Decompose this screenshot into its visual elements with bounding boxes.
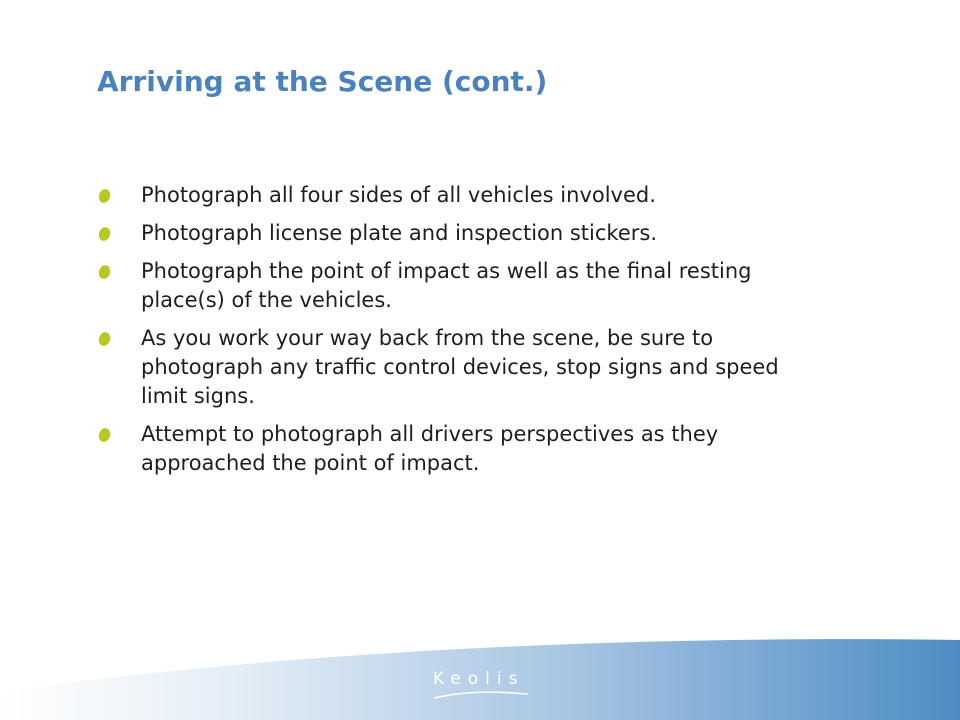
bullet-dot-icon bbox=[97, 188, 112, 205]
bullet-item bbox=[96, 324, 816, 411]
bullet-text: Attempt to photograph all drivers perspectives as they approached the point of impact. bbox=[141, 422, 719, 475]
slide-title: Arriving at the Scene (cont.) bbox=[97, 65, 548, 98]
bullet-text: Photograph the point of impact as well as the final resting place(s) of the vehicles. bbox=[141, 259, 752, 312]
bullet-item bbox=[96, 181, 816, 210]
bullet-item bbox=[96, 420, 816, 478]
bullet-item bbox=[96, 257, 816, 315]
logo-text: Keolis bbox=[433, 669, 525, 689]
bullet-text: Photograph all four sides of all vehicles involved. bbox=[141, 183, 656, 207]
logo-swoosh-icon bbox=[433, 690, 529, 702]
bullet-text: Photograph license plate and inspection stickers. bbox=[141, 221, 657, 245]
bullet-dot-icon bbox=[97, 264, 112, 281]
bullet-dot-icon bbox=[97, 427, 112, 444]
keolis-logo bbox=[433, 668, 529, 704]
bullet-dot-icon bbox=[97, 226, 112, 243]
bullet-dot-icon bbox=[97, 331, 112, 348]
bullet-text: As you work your way back from the scene, be sure to photograph any traffic control devices, stop signs and speed limit signs. bbox=[141, 326, 779, 408]
bullet-list bbox=[96, 181, 816, 487]
bullet-item bbox=[96, 219, 816, 248]
